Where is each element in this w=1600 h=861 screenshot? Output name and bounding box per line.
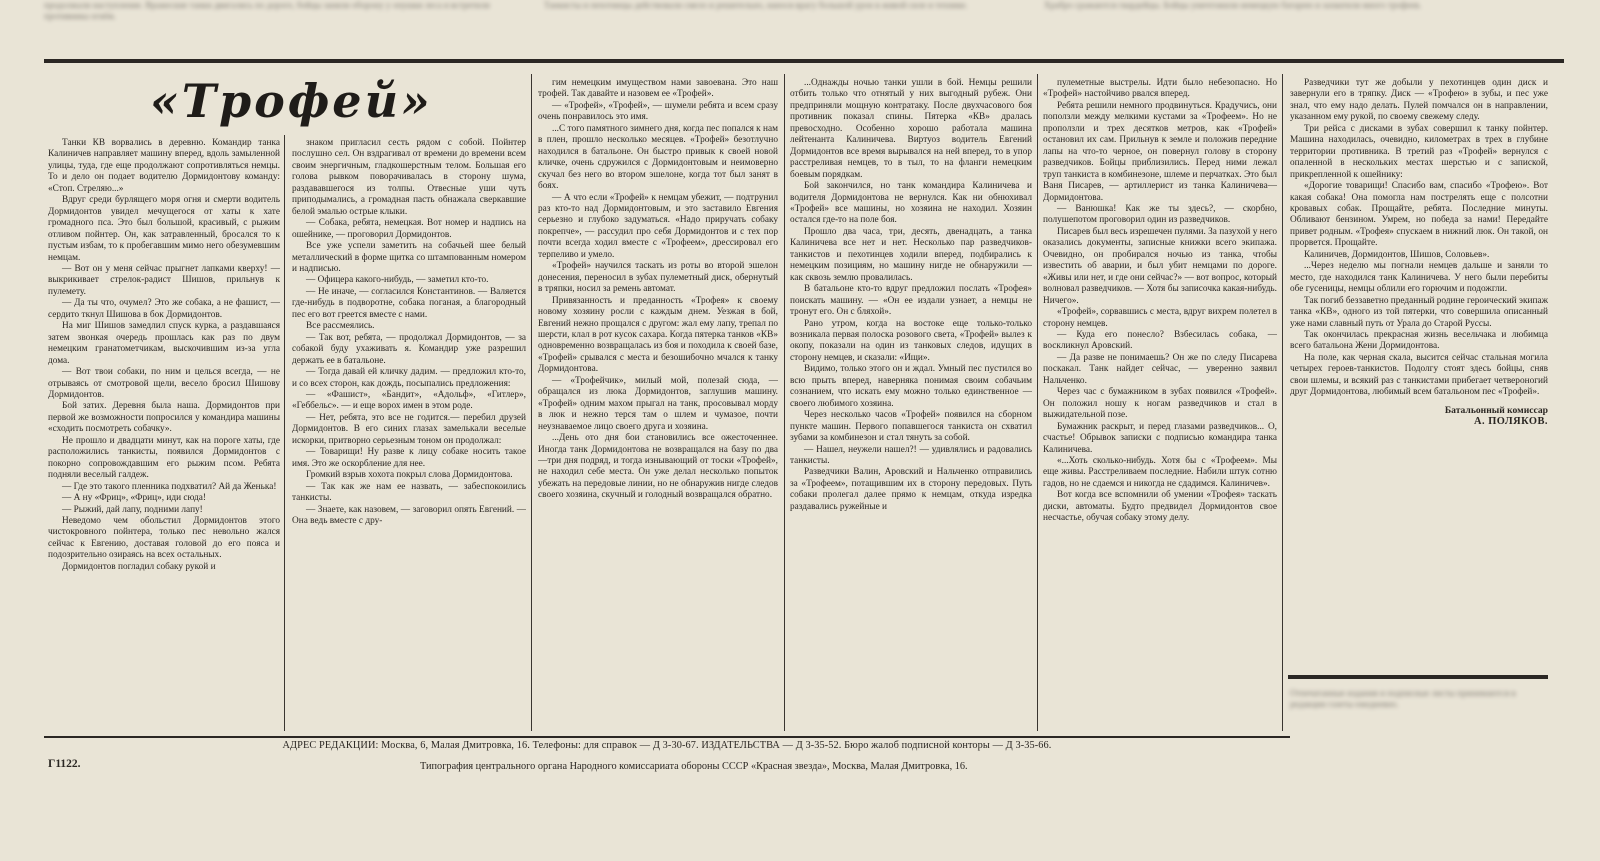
article-paragraph: На поле, как черная скала, высится сейчас стальная могила четырех героев-танкистов. Подолгу стоят здесь бойцы, сняв свои шлемы, и всякий раз с танкистами прибегает четвероногий друг Дормидонтова, любимый всем батальоном пес «Трофей». [1290,352,1548,398]
blurred-advertisement [1290,688,1530,748]
article-paragraph: — Так как же нам ее назвать, — забеспокоились танкисты. [292,481,526,504]
column-divider [1282,74,1283,731]
article-paragraph: Не прошло и двадцати минут, как на пороге хаты, где расположились танкисты, появился Дормидонтов с покорно сопровождавшим его рыжим псом. Ребята подняли веселый галдеж. [48,435,280,481]
article-paragraph: — Где это такого пленника подхватил? Ай да Женька! [62,481,277,492]
article-paragraph: — «Трофей», «Трофей», — шумели ребята и всем сразу очень понравилось это имя. [538,100,778,123]
article-paragraph: — Собака, ребята, немецкая. Вот номер и надпись на ошейнике, — проговорил Дормидонтов. [292,218,526,240]
article-paragraph: ...С того памятного зимнего дня, когда пес попался к нам в плен, прошло несколько месяцев. «Трофей» безотлучно находился в батальоне. Он быстро привык к своей новой кличке, очень сдружился с Дормидонтовым и неимоверно скучал без него во втором эшелоне, когда тот был занят в боях. [538,123,778,192]
article-paragraph: — Рыжий, дай лапу, подними лапу! [62,504,203,515]
article-paragraph: ...День ото дня бои становились все ожесточеннее. Иногда танк Дормидонтова не возвращался на базу по два—три дня подряд, и тогда изнывающий от тоски «Трофей», не находил себе места. Он уже делал несколько попыток убежать на передовые линии, но не обнаружив нигде следов своего хозяина, скучный и голодный возвращался обратно. [538,433,778,501]
article-paragraph: Бумажник раскрыт, и перед глазами разведчиков... О, счастье! Обрывок записки с подписью командира танка Калиничева. [1043,421,1277,455]
article-paragraph: — Знаете, как назовем, — заговорил опять Евгений. — Она ведь вместе с дру- [292,504,526,526]
article-paragraph: Танки КВ ворвались в деревню. Командир танка Калиничев направляет машину вперед, вдоль замыленной улицы, туда, где еще продолжают сопротивляться немцы. То и дело он подает водителю Дормидонтову команду: «Стоп. Стреляю...» [48,138,280,194]
article-paragraph: — А ну «Фриц», «Фриц», иди сюда! [62,493,206,504]
blurred-text: Отпечатанные издания и подписные листы принимаются в редакции газеты ежедневно. [1290,688,1516,709]
article-paragraph: На миг Шишов замедлил спуск курка, а раздавшаяся затем звонкая очередь прошлась как раз по двум немецким гранатометчикам, выскочившим из-за угла дома. [48,321,280,366]
article-paragraph: Писарев был весь изрешечен пулями. За пазухой у него оказались документы, записные книжки всего экипажа. Очевидно, он пробирался ночью из танка, чтобы известить об аварии, и был убит немцами по дороге. «Живы или нет, и где они сейчас?» — вот вопрос, который волновал разведчиков. — Хотя бы записочка какая-нибудь. Ничего». [1043,226,1277,306]
blurred-text: Танкисты и пехотинцы действовали смело и решительно, нанося врагу большой урон в живой силе и технике. [544,0,968,10]
article-column-2 [292,138,526,732]
article-paragraph: — Куда его понесло? Взбесилась собака, — воскликнул Аровский. [1043,329,1277,352]
top-rule [44,59,1564,63]
article-paragraph: — А что если «Трофей» к немцам убежит, — подтрунил раз кто-то над Дормидонтовым, и это заставило Евгения серьезно и глубоко задуматься. «Надо приручать собаку покрепче», — рассудил про себя Дормидонтов и с тех пор почти всегда ходил вместе с «Трофеем», дрессировал его терпеливо и умело. [538,192,778,260]
article-paragraph: «Дорогие товарищи! Спасибо вам, спасибо «Трофею». Вот какая собака! Она помогла нам пострелять еще с полсотни кровавых собак. Прощайте, ребята. Последние минуты. Обливают бензином. Умрем, но победа за нами! Передайте привет родным. «Трофея» спускаем в нижний люк. Он такой, он прорвется. Прощайте. [1290,181,1548,249]
article-paragraph: — «Трофейчик», милый мой, полезай сюда, — обращался из люка Дормидонтов, заглушив машину. «Трофей» одним махом прыгал на танк, просовывал морду в люк и нежно терся там о шлем и чумазое, почти неузнаваемое лицо своего друга и хозяина. [538,375,778,432]
column-divider [784,74,785,731]
article-paragraph: — Нашел, неужели нашел?! — удивлялись и радовались танкисты. [790,444,1032,466]
article-paragraph: ...Однажды ночью танки ушли в бой. Немцы решили отбить только что отнятый у них выгодный рубеж. Они предприняли мощную контратаку. После двухчасового боя противник показал спины. Пятерка «КВ» дралась превосходно. Особенно хорошо работала машина лейтенанта Калиничева. Виртуоз водитель Евгений Дормидонтов все время вырывался на ней вперед, то в упор расстреливая немцев, то в тыл, то на фланги немецким боевым порядкам. [790,78,1032,180]
article-paragraph: «Трофей», сорвавшись с места, вдруг вихрем полетел в сторону немцев. [1043,307,1277,329]
article-paragraph: Прошло два часа, три, десять, двенадцать, а танка Калиничева все нет и нет. Несколько пар разведчиков-танкистов и пехотинцев ходили вперед, подбирались к немецким позициям, но машину нигде не обнаружили — как сквозь землю провалилась. [790,226,1032,283]
article-paragraph: Через несколько часов «Трофей» появился на сборном пункте машин. Первого попавшегося танкиста он схватил зубами за комбинезон и стал тянуть за собой. [790,410,1032,444]
printer-imprint: Типография центрального органа Народного комиссариата обороны СССР «Красная звезда», Москва, Малая Дмитровка, 16. [420,761,968,772]
article-paragraph: Ребята решили немного продвинуться. Крадучись, они поползли между мелкими кустами за «Трофеем». Но не проползли и трех десятков метров, как «Трофей» остановил их сам. Прильнув к земле и положив передние лапы на что-то черное, он повернул голову в сторону разведчиков. Бойцы приблизились. Перед ними лежал труп танкиста в комбинезоне, шлеме и перчатках. Это был Ваня Писарев, — артиллерист из танка Калиничева—Дормидонтова. [1043,100,1277,203]
article-paragraph: Все уже успели заметить на собачьей шее белый металлический в форме щитка со штампованным номером и надписью. [292,241,526,274]
article-paragraph: Вот когда все вспомнили об умении «Трофея» таскать диски, автоматы. Будто предвидел Дормидонтов свое несчастье, обучая собаку этому делу. [1043,490,1277,524]
article-paragraph: Калиничев, Дормидонтов, Шишов, Соловьев». [1304,249,1490,260]
article-paragraph: Разведчики тут же добыли у пехотинцев один диск и завернули его в тряпку. Диск — «Трофею» в зубы, и пес уже знал, что ему надо делать. Пулей помчался он в направлении, указанном ему рукой, по своему свежему следу. [1290,78,1548,123]
article-paragraph: Так окончилась прекрасная жизнь весельчака и любимца всего батальона Жени Дормидонтова. [1290,329,1548,352]
article-paragraph: — Вот он у меня сейчас прыгнет лапками кверху! — выкрикивает стрелок-радист Шишов, прильнув к пулемету. [48,263,280,297]
article-column-1 [48,138,280,732]
article-paragraph: Вдруг среди бурлящего моря огня и смерти водитель Дормидонтов увидел мечущегося от хаты к хате громадного пса. Это был большой, красивый, с рыжим отливом пойнтер. Он, как затравленный, бросался то к пустым избам, то к пробегавшим мимо него обезумевшим немцам. [48,195,280,263]
article-column-5 [1043,78,1277,728]
article-paragraph: Видимо, только этого он и ждал. Умный пес пустился во всю прыть вперед, наверняка понимая своим собачьим сознанием, что искать ему можно только единственное — своего любимого хозяина. [790,364,1032,409]
article-paragraph: Привязанность и преданность «Трофея» к своему новому хозяину росли с каждым днем. Уезжая в бой, Евгений нежно прощался с другом: жал ему лапу, трепал по шерсти, клал в рот кусок сахара. Когда пятерка танков «КВ» одновременно возвращалась из боя и походила к своей базе, «Трофей» срывался с места и безошибочно мчался к танку Дормидонтова. [538,295,778,375]
article-paragraph: Дормидонтов погладил собаку рукой и [62,561,216,572]
article-paragraph: Громкий взрыв хохота покрыл слова Дормидонтова. [306,470,513,481]
article-paragraph: Бой затих. Деревня была наша. Дормидонтов при первой же возможности попросился у командира машины «сходить посмотреть собачку». [48,401,280,435]
article-paragraph: пулеметные выстрелы. Идти было небезопасно. Но «Трофей» настойчиво рвался вперед. [1043,78,1277,100]
blurred-previous-article [44,0,1564,56]
article-paragraph: «...Хоть сколько-нибудь. Хотя бы с «Трофеем». Мы еще живы. Расстреливаем последние. Набили штук сотню гадов, но не сдаемся и никогда не сдадимся. Калиничев». [1043,455,1277,489]
article-paragraph: — Ванюшка! Как же ты здесь?, — скорбно, полушепотом проговорил один из разведчиков. [1043,203,1277,226]
article-paragraph: — Офицера какого-нибудь, — заметил кто-то. [306,275,489,286]
article-paragraph: Так погиб беззаветно преданный родине героический экипаж танка «КВ», одного из той пятерки, что совершила описанный уже нами славный путь от Урала до Старой Руссы. [1290,295,1548,329]
article-title: «Трофей» [150,74,433,128]
article-end-rule [1288,675,1548,679]
article-paragraph: Бой закончился, но танк командира Калиничева и водителя Дормидонтова не вернулся. Как ни обнюхивал «Трофей» все машины, но хозяина не находил. Хозяин остался где-то на поле боя. [790,181,1032,226]
article-paragraph: — Так вот, ребята, — продолжал Дормидонтов, — за собакой буду ухаживать я. Командир уже разрешил держать ее в батальоне. [292,332,526,366]
blurred-text: Храбро сражаются гвардейцы. Бойцы уничтожили немецкую батарею и захватили много трофеев. [1044,0,1422,10]
column-divider [284,135,285,731]
column-divider [531,74,532,731]
footer-rule [44,736,1290,738]
article-paragraph: Три рейса с дисками в зубах совершил к танку пойнтер. Машина находилась, очевидно, километрах в трех в глубине территории противника. В третий раз «Трофей» вернулся с опаленной в нескольких местах шерстью и с запиской, прикрепленной к ошейнику: [1290,123,1548,180]
article-paragraph: — «Фашист», «Бандит», «Адольф», «Гитлер», «Геббельс». — и еще ворох имен в этом роде. [292,389,526,412]
article-paragraph: — Да разве не понимаешь? Он же по следу Писарева поскакал. Танк найдет сейчас, — уверенно заявил Нальченко. [1043,352,1277,386]
article-paragraph: Рано утром, когда на востоке еще только-только возникала первая полоска розового света, «Трофей» вылез к окопу, показали на один из танковых следов, идущих в сторону немцев, и сказали: «Ищи». [790,318,1032,363]
article-paragraph: Через час с бумажником в зубах появился «Трофей». Он положил ношу к ногам разведчиков и стал в выжидательной позе. [1043,387,1277,421]
order-number: Г1122. [48,758,81,770]
article-paragraph: — Тогда давай ей кличку дадим. — предложил кто-то, и со всех сторон, как дождь, посыпались предложения: [292,367,526,389]
article-paragraph: — Вот твои собаки, по ним и целься всегда, — не отрываясь от смотровой щели, весело бросил Шишову Дормидонтов. [48,367,280,400]
article-paragraph: — Нет, ребята, это все не годится.— перебил друзей Дормидонтов. В его синих глазах замелькали веселые искорки, притворно серьезным тоном он продолжал: [292,412,526,446]
column-divider [1037,74,1038,731]
article-paragraph: В батальоне кто-то вдруг предложил послать «Трофея» поискать машину. — «Он ее издали узнает, а немцы не тронут его. Он с бляхой». [790,284,1032,318]
article-paragraph: «Трофей» научился таскать из роты во второй эшелон донесения, переносил в зубах пулеметный диск, обернутый в тряпки, носил за ремень автомат. [538,261,778,295]
article-column-3 [538,78,778,728]
signature-role: Батальонный комиссар [1444,404,1548,416]
article-paragraph: Разведчики Валин, Аровский и Нальченко отправились за «Трофеем», потащившим их в сторону передовых. Путь собаки пролегал далее прямо к немцам, откуда изредка раздавались ружейные и [790,467,1032,512]
article-paragraph: Неведомо чем обольстил Дормидонтов этого чистокровного пойнтера, только пес невольно жался сейчас к Евгению, доставая головой до его пояса и подозрительно озираясь на всех остальных. [48,515,280,561]
editorial-address: АДРЕС РЕДАКЦИИ: Москва, 6, Малая Дмитровка, 16. Телефоны: для справок — Д 3-30-67. ИЗДАТЕЛЬСТВА — Д 3-35-52. Бюро жалоб подписной конторы — Д 3-35-66. [282,740,1052,751]
article-paragraph: ...Через неделю мы погнали немцев дальше и заняли то место, где находился танк Калиничева. У него были перебиты обе гусеницы, немцы облили его горючим и подожгли. [1290,261,1548,295]
article-paragraph: — Да ты что, очумел? Это же собака, а не фашист, — сердито ткнул Шишова в бок Дормидонтов. [48,298,280,320]
article-paragraph: гим немецким имуществом нами завоевана. Это наш трофей. Так давайте и назовем ее «Трофей». [538,78,778,100]
article-paragraph: Все рассмеялись. [306,321,375,332]
article-paragraph: — Товарищи! Ну разве к лицу собаке носить такое имя. Это же оскорбление для нее. [292,447,526,469]
article-paragraph: — Не иначе, — согласился Константинов. — Валяется где-нибудь в подворотне, собака поганая, а благородный пес его вот греется вместе с нами. [292,286,526,320]
article-paragraph: знаком пригласил сесть рядом с собой. Пойнтер послушно сел. Он вздрагивал от времени до времени всем своим энергичным, гладкошерстным телом. Большая его голова рывком поворачивалась в сторону шума, раздававшегося из толпы. Отвесные уши чуть приподымались, а громадная пасть обнажала сверкавшие белой эмалью острые клыки. [292,138,526,217]
blurred-text: продолжали наступление. Вражеские танки двигались по дороге, бойцы заняли оборону у опушки леса и встретили противника огнём. [44,0,490,21]
article-column-4 [790,78,1032,728]
signature-name: А. ПОЛЯКОВ. [1474,416,1548,428]
article-column-6 [1290,78,1548,668]
